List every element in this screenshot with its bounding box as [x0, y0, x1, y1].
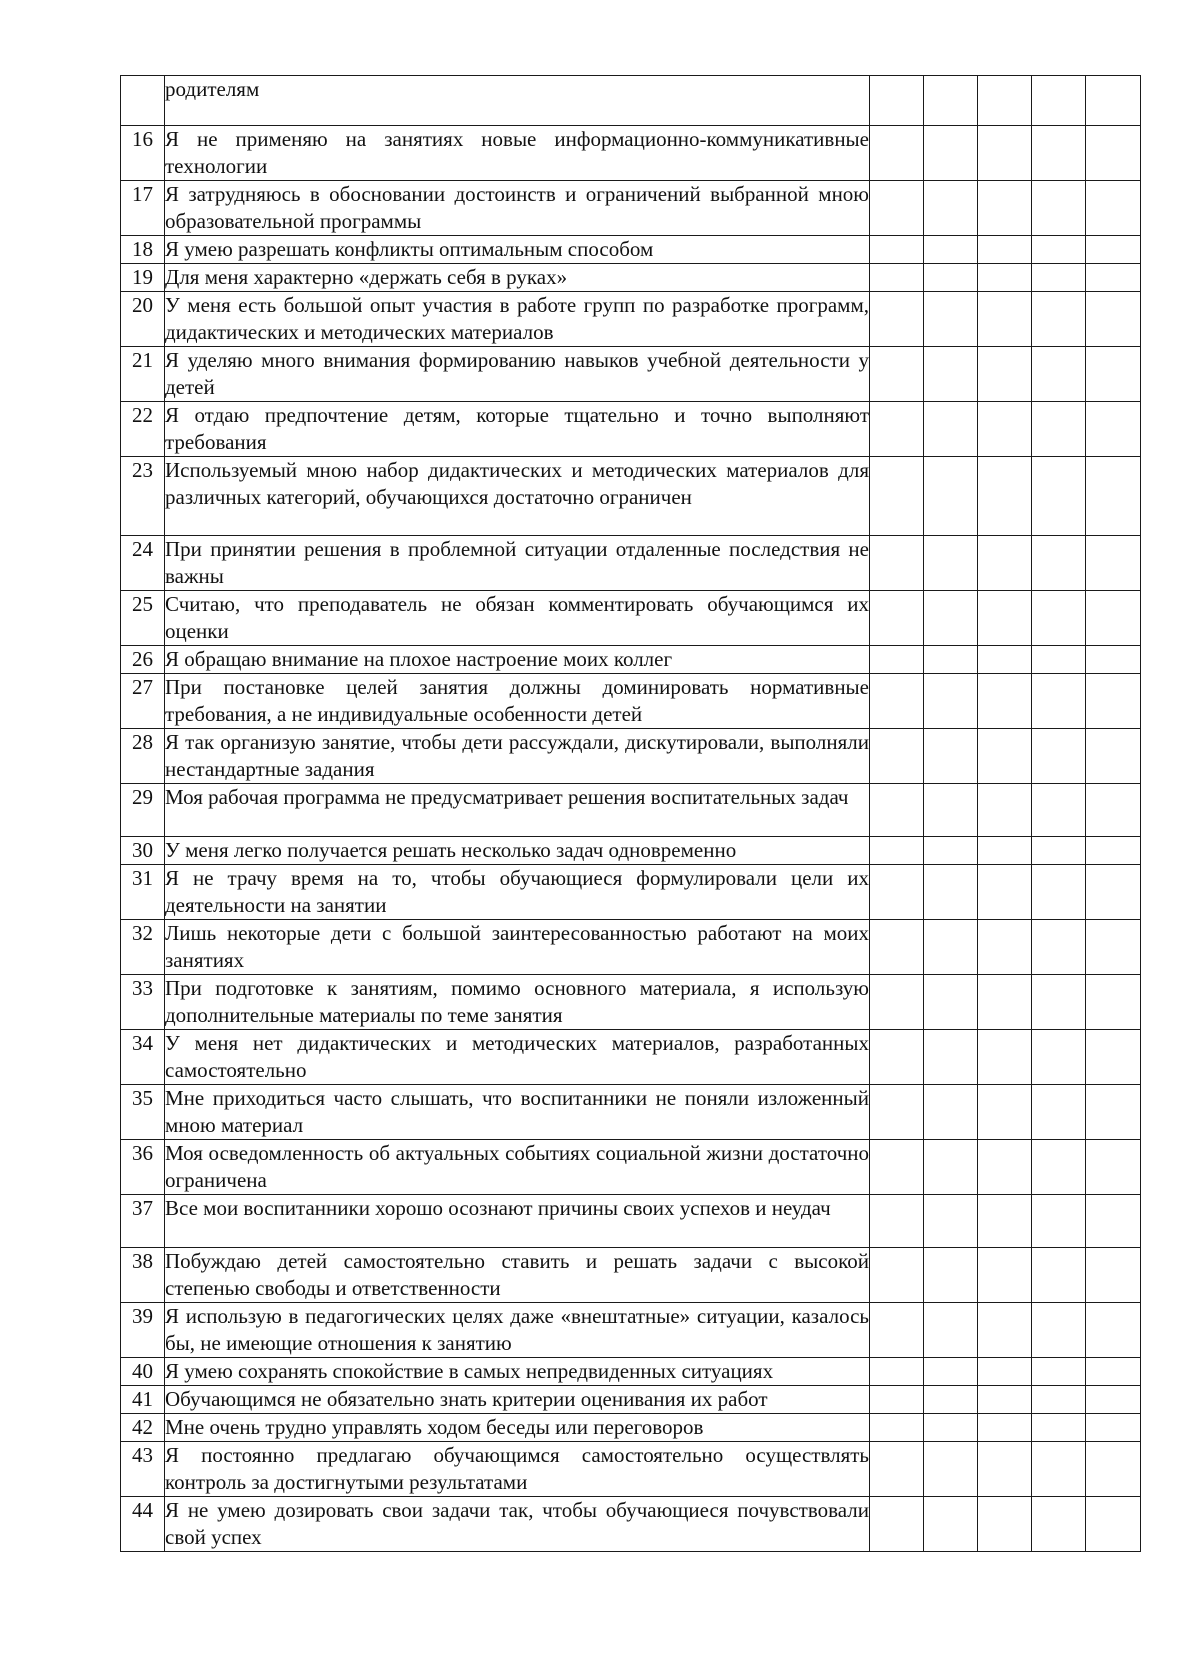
answer-cell-3[interactable] — [978, 784, 1032, 837]
statement-text: Мне приходиться часто слышать, что воспитанники не поняли изложенный мною материал — [165, 1086, 869, 1137]
statement-text: У меня легко получается решать несколько задач одновременно — [165, 838, 737, 862]
answer-cell-4[interactable] — [1032, 591, 1086, 646]
answer-cell-1[interactable] — [870, 1030, 924, 1085]
answer-cell-5[interactable] — [1086, 1358, 1141, 1386]
answer-cell-4[interactable] — [1032, 1195, 1086, 1248]
statement-text: Побуждаю детей самостоятельно ставить и решать задачи с высокой степенью свободы и ответственности — [165, 1249, 869, 1300]
statement-text: Я умею разрешать конфликты оптимальным способом — [165, 237, 654, 261]
answer-cell-3[interactable] — [978, 264, 1032, 292]
table-row — [121, 729, 1141, 784]
answer-cell-4[interactable] — [1032, 646, 1086, 674]
statement-cell — [165, 292, 870, 347]
statement-cell — [165, 536, 870, 591]
table-row — [121, 1414, 1141, 1442]
answer-cell-3[interactable] — [978, 536, 1032, 591]
answer-cell-4[interactable] — [1032, 837, 1086, 865]
statement-text: Я так организую занятие, чтобы дети рассуждали, дискутировали, выполняли нестандартные задания — [165, 730, 869, 781]
item-number: 39 — [121, 1303, 165, 1358]
statement-text: Я не применяю на занятиях новые информационно-коммуникативные технологии — [165, 127, 869, 178]
answer-cell-2[interactable] — [924, 536, 978, 591]
answer-cell-1[interactable] — [870, 1140, 924, 1195]
answer-cell-2[interactable] — [924, 76, 978, 126]
table-row — [121, 1140, 1141, 1195]
statement-text: Лишь некоторые дети с большой заинтересованностью работают на моих занятиях — [165, 921, 869, 972]
answer-cell-5[interactable] — [1086, 536, 1141, 591]
answer-cell-5[interactable] — [1086, 784, 1141, 837]
item-number: 32 — [121, 920, 165, 975]
answer-cell-4[interactable] — [1032, 975, 1086, 1030]
answer-cell-5[interactable] — [1086, 126, 1141, 181]
answer-cell-4[interactable] — [1032, 865, 1086, 920]
answer-cell-3[interactable] — [978, 1030, 1032, 1085]
answer-cell-3[interactable] — [978, 181, 1032, 236]
answer-cell-3[interactable] — [978, 292, 1032, 347]
answer-cell-2[interactable] — [924, 674, 978, 729]
answer-cell-4[interactable] — [1032, 1414, 1086, 1442]
item-number: 34 — [121, 1030, 165, 1085]
answer-cell-4[interactable] — [1032, 784, 1086, 837]
answer-cell-5[interactable] — [1086, 76, 1141, 126]
statement-cell — [165, 1386, 870, 1414]
answer-cell-5[interactable] — [1086, 1248, 1141, 1303]
item-number: 22 — [121, 402, 165, 457]
statement-text: Мне очень трудно управлять ходом беседы или переговоров — [165, 1415, 704, 1439]
table-row — [121, 1497, 1141, 1552]
answer-cell-2[interactable] — [924, 1085, 978, 1140]
answer-cell-1[interactable] — [870, 126, 924, 181]
answer-cell-4[interactable] — [1032, 729, 1086, 784]
answer-cell-5[interactable] — [1086, 837, 1141, 865]
answer-cell-2[interactable] — [924, 975, 978, 1030]
table-row — [121, 837, 1141, 865]
table-row — [121, 920, 1141, 975]
questionnaire-table — [120, 75, 1141, 1552]
statement-cell — [165, 1195, 870, 1248]
answer-cell-2[interactable] — [924, 729, 978, 784]
table-row — [121, 402, 1141, 457]
statement-cell — [165, 1030, 870, 1085]
answer-cell-4[interactable] — [1032, 264, 1086, 292]
table-row — [121, 1358, 1141, 1386]
answer-cell-2[interactable] — [924, 1497, 978, 1552]
statement-text: Я не умею дозировать свои задачи так, чтобы обучающиеся почувствовали свой успех — [165, 1498, 869, 1549]
answer-cell-3[interactable] — [978, 837, 1032, 865]
answer-cell-5[interactable] — [1086, 1414, 1141, 1442]
answer-cell-1[interactable] — [870, 536, 924, 591]
answer-cell-3[interactable] — [978, 1303, 1032, 1358]
answer-cell-1[interactable] — [870, 292, 924, 347]
statement-cell — [165, 347, 870, 402]
answer-cell-3[interactable] — [978, 975, 1032, 1030]
table-row — [121, 264, 1141, 292]
answer-cell-1[interactable] — [870, 591, 924, 646]
answer-cell-2[interactable] — [924, 1248, 978, 1303]
item-number: 37 — [121, 1195, 165, 1248]
answer-cell-4[interactable] — [1032, 76, 1086, 126]
answer-cell-1[interactable] — [870, 646, 924, 674]
statement-text: Я обращаю внимание на плохое настроение моих коллег — [165, 647, 673, 671]
table-row — [121, 1442, 1141, 1497]
answer-cell-1[interactable] — [870, 1248, 924, 1303]
statement-cell — [165, 674, 870, 729]
item-number — [121, 76, 165, 126]
answer-cell-2[interactable] — [924, 457, 978, 536]
table-row — [121, 975, 1141, 1030]
answer-cell-5[interactable] — [1086, 1030, 1141, 1085]
item-number: 38 — [121, 1248, 165, 1303]
answer-cell-2[interactable] — [924, 920, 978, 975]
answer-cell-5[interactable] — [1086, 402, 1141, 457]
answer-cell-3[interactable] — [978, 402, 1032, 457]
statement-text: Я затрудняюсь в обосновании достоинств и ограничений выбранной мною образовательной программы — [165, 182, 869, 233]
answer-cell-5[interactable] — [1086, 1085, 1141, 1140]
item-number: 26 — [121, 646, 165, 674]
answer-cell-3[interactable] — [978, 1497, 1032, 1552]
answer-cell-3[interactable] — [978, 1085, 1032, 1140]
table-row — [121, 181, 1141, 236]
statement-cell — [165, 1358, 870, 1386]
answer-cell-3[interactable] — [978, 347, 1032, 402]
answer-cell-5[interactable] — [1086, 1140, 1141, 1195]
item-number: 23 — [121, 457, 165, 536]
answer-cell-3[interactable] — [978, 1140, 1032, 1195]
answer-cell-5[interactable] — [1086, 591, 1141, 646]
table-row — [121, 347, 1141, 402]
answer-cell-4[interactable] — [1032, 674, 1086, 729]
answer-cell-5[interactable] — [1086, 236, 1141, 264]
statement-cell — [165, 920, 870, 975]
answer-cell-3[interactable] — [978, 1248, 1032, 1303]
answer-cell-2[interactable] — [924, 292, 978, 347]
statement-cell — [165, 402, 870, 457]
answer-cell-4[interactable] — [1032, 1030, 1086, 1085]
answer-cell-4[interactable] — [1032, 181, 1086, 236]
table-row — [121, 1248, 1141, 1303]
answer-cell-2[interactable] — [924, 264, 978, 292]
answer-cell-5[interactable] — [1086, 181, 1141, 236]
statement-cell — [165, 865, 870, 920]
answer-cell-2[interactable] — [924, 1442, 978, 1497]
statement-text: Все мои воспитанники хорошо осознают причины своих успехов и неудач — [165, 1196, 831, 1220]
answer-cell-2[interactable] — [924, 837, 978, 865]
answer-cell-4[interactable] — [1032, 1303, 1086, 1358]
answer-cell-4[interactable] — [1032, 402, 1086, 457]
answer-cell-2[interactable] — [924, 1414, 978, 1442]
answer-cell-3[interactable] — [978, 76, 1032, 126]
answer-cell-4[interactable] — [1032, 457, 1086, 536]
answer-cell-5[interactable] — [1086, 1195, 1141, 1248]
answer-cell-5[interactable] — [1086, 975, 1141, 1030]
statement-text: При принятии решения в проблемной ситуации отдаленные последствия не важны — [165, 537, 869, 588]
answer-cell-2[interactable] — [924, 784, 978, 837]
statement-text: Я использую в педагогических целях даже «внештатные» ситуации, казалось бы, не имеющие отношения к занятию — [165, 1304, 869, 1355]
answer-cell-5[interactable] — [1086, 292, 1141, 347]
statement-cell — [165, 784, 870, 837]
table-row — [121, 457, 1141, 536]
statement-text: Считаю, что преподаватель не обязан комментировать обучающимся их оценки — [165, 592, 869, 643]
answer-cell-1[interactable] — [870, 1442, 924, 1497]
statement-text: Я отдаю предпочтение детям, которые тщательно и точно выполняют требования — [165, 403, 869, 454]
answer-cell-3[interactable] — [978, 1386, 1032, 1414]
item-number: 17 — [121, 181, 165, 236]
answer-cell-1[interactable] — [870, 1497, 924, 1552]
answer-cell-2[interactable] — [924, 591, 978, 646]
answer-cell-1[interactable] — [870, 837, 924, 865]
answer-cell-2[interactable] — [924, 1386, 978, 1414]
statement-cell — [165, 1248, 870, 1303]
statement-text: Я уделяю много внимания формированию навыков учебной деятельности у детей — [165, 348, 869, 399]
table-row — [121, 591, 1141, 646]
item-number: 18 — [121, 236, 165, 264]
statement-cell — [165, 1497, 870, 1552]
answer-cell-4[interactable] — [1032, 920, 1086, 975]
answer-cell-1[interactable] — [870, 264, 924, 292]
answer-cell-3[interactable] — [978, 1195, 1032, 1248]
item-number: 30 — [121, 837, 165, 865]
answer-cell-5[interactable] — [1086, 264, 1141, 292]
answer-cell-3[interactable] — [978, 591, 1032, 646]
answer-cell-4[interactable] — [1032, 1497, 1086, 1552]
statement-cell — [165, 975, 870, 1030]
answer-cell-5[interactable] — [1086, 646, 1141, 674]
answer-cell-2[interactable] — [924, 1140, 978, 1195]
statement-cell — [165, 236, 870, 264]
item-number: 43 — [121, 1442, 165, 1497]
statement-cell — [165, 1442, 870, 1497]
answer-cell-1[interactable] — [870, 1195, 924, 1248]
answer-cell-2[interactable] — [924, 126, 978, 181]
item-number: 24 — [121, 536, 165, 591]
statement-text: Я не трачу время на то, чтобы обучающиеся формулировали цели их деятельности на занятии — [165, 866, 869, 917]
answer-cell-4[interactable] — [1032, 236, 1086, 264]
answer-cell-4[interactable] — [1032, 126, 1086, 181]
item-number: 28 — [121, 729, 165, 784]
answer-cell-1[interactable] — [870, 402, 924, 457]
item-number: 29 — [121, 784, 165, 837]
answer-cell-3[interactable] — [978, 920, 1032, 975]
item-number: 40 — [121, 1358, 165, 1386]
statement-text: родителям — [165, 77, 260, 101]
answer-cell-5[interactable] — [1086, 1497, 1141, 1552]
statement-cell — [165, 591, 870, 646]
item-number: 25 — [121, 591, 165, 646]
answer-cell-3[interactable] — [978, 1442, 1032, 1497]
answer-cell-3[interactable] — [978, 236, 1032, 264]
answer-cell-2[interactable] — [924, 347, 978, 402]
answer-cell-1[interactable] — [870, 674, 924, 729]
item-number: 21 — [121, 347, 165, 402]
statement-text: При подготовке к занятиям, помимо основного материала, я использую дополнительные материалы по теме занятия — [165, 976, 869, 1027]
answer-cell-1[interactable] — [870, 1358, 924, 1386]
answer-cell-1[interactable] — [870, 975, 924, 1030]
answer-cell-1[interactable] — [870, 236, 924, 264]
answer-cell-2[interactable] — [924, 646, 978, 674]
table-row — [121, 1303, 1141, 1358]
questionnaire-page — [120, 75, 1140, 1552]
answer-cell-1[interactable] — [870, 1386, 924, 1414]
table-row — [121, 236, 1141, 264]
item-number: 33 — [121, 975, 165, 1030]
statement-text: Моя осведомленность об актуальных событиях социальной жизни достаточно ограничена — [165, 1141, 869, 1192]
answer-cell-4[interactable] — [1032, 1085, 1086, 1140]
answer-cell-3[interactable] — [978, 457, 1032, 536]
statement-cell — [165, 126, 870, 181]
item-number: 42 — [121, 1414, 165, 1442]
statement-cell — [165, 1140, 870, 1195]
answer-cell-1[interactable] — [870, 865, 924, 920]
answer-cell-3[interactable] — [978, 1358, 1032, 1386]
answer-cell-3[interactable] — [978, 646, 1032, 674]
item-number: 27 — [121, 674, 165, 729]
answer-cell-2[interactable] — [924, 1030, 978, 1085]
statement-cell — [165, 646, 870, 674]
table-row — [121, 1030, 1141, 1085]
answer-cell-2[interactable] — [924, 181, 978, 236]
statement-text: У меня есть большой опыт участия в работе групп по разработке программ, дидактических и методических материалов — [165, 293, 869, 344]
statement-text: Я постоянно предлагаю обучающимся самостоятельно осуществлять контроль за достигнутыми результатами — [165, 1443, 869, 1494]
answer-cell-4[interactable] — [1032, 347, 1086, 402]
statement-cell — [165, 264, 870, 292]
statement-text: У меня нет дидактических и методических материалов, разработанных самостоятельно — [165, 1031, 869, 1082]
answer-cell-4[interactable] — [1032, 1386, 1086, 1414]
answer-cell-5[interactable] — [1086, 1442, 1141, 1497]
statement-text: Я умею сохранять спокойствие в самых непредвиденных ситуациях — [165, 1359, 774, 1383]
statement-cell — [165, 76, 870, 126]
item-number: 35 — [121, 1085, 165, 1140]
answer-cell-5[interactable] — [1086, 347, 1141, 402]
answer-cell-4[interactable] — [1032, 1140, 1086, 1195]
answer-cell-1[interactable] — [870, 181, 924, 236]
answer-cell-1[interactable] — [870, 729, 924, 784]
answer-cell-2[interactable] — [924, 402, 978, 457]
table-row — [121, 865, 1141, 920]
answer-cell-4[interactable] — [1032, 1248, 1086, 1303]
table-row — [121, 126, 1141, 181]
answer-cell-4[interactable] — [1032, 292, 1086, 347]
table-row — [121, 1085, 1141, 1140]
answer-cell-2[interactable] — [924, 865, 978, 920]
statement-text: Обучающимся не обязательно знать критерии оценивания их работ — [165, 1387, 768, 1411]
answer-cell-3[interactable] — [978, 729, 1032, 784]
statement-cell — [165, 729, 870, 784]
answer-cell-5[interactable] — [1086, 729, 1141, 784]
table-row — [121, 536, 1141, 591]
answer-cell-4[interactable] — [1032, 536, 1086, 591]
item-number: 31 — [121, 865, 165, 920]
answer-cell-2[interactable] — [924, 1195, 978, 1248]
table-row — [121, 674, 1141, 729]
answer-cell-5[interactable] — [1086, 457, 1141, 536]
statement-text: Используемый мною набор дидактических и методических материалов для различных категорий, обучающихся достаточно ограничен — [165, 458, 869, 509]
answer-cell-2[interactable] — [924, 1303, 978, 1358]
answer-cell-1[interactable] — [870, 347, 924, 402]
answer-cell-1[interactable] — [870, 1414, 924, 1442]
answer-cell-2[interactable] — [924, 1358, 978, 1386]
statement-text: Моя рабочая программа не предусматривает решения воспитательных задач — [165, 785, 849, 809]
answer-cell-3[interactable] — [978, 126, 1032, 181]
item-number: 41 — [121, 1386, 165, 1414]
table-row — [121, 76, 1141, 126]
statement-cell — [165, 1303, 870, 1358]
table-row — [121, 1195, 1141, 1248]
answer-cell-3[interactable] — [978, 674, 1032, 729]
answer-cell-4[interactable] — [1032, 1358, 1086, 1386]
answer-cell-3[interactable] — [978, 865, 1032, 920]
item-number: 19 — [121, 264, 165, 292]
statement-cell — [165, 1085, 870, 1140]
statement-cell — [165, 457, 870, 536]
answer-cell-1[interactable] — [870, 1303, 924, 1358]
table-row — [121, 784, 1141, 837]
answer-cell-5[interactable] — [1086, 1303, 1141, 1358]
statement-text: При постановке целей занятия должны доминировать нормативные требования, а не индивидуальные особенности детей — [165, 675, 869, 726]
answer-cell-3[interactable] — [978, 1414, 1032, 1442]
statement-text: Для меня характерно «держать себя в руках» — [165, 265, 568, 289]
answer-cell-1[interactable] — [870, 457, 924, 536]
table-row — [121, 1386, 1141, 1414]
answer-cell-5[interactable] — [1086, 920, 1141, 975]
answer-cell-2[interactable] — [924, 236, 978, 264]
answer-cell-5[interactable] — [1086, 865, 1141, 920]
answer-cell-4[interactable] — [1032, 1442, 1086, 1497]
item-number: 44 — [121, 1497, 165, 1552]
item-number: 36 — [121, 1140, 165, 1195]
statement-cell — [165, 1414, 870, 1442]
statement-cell — [165, 181, 870, 236]
answer-cell-1[interactable] — [870, 784, 924, 837]
answer-cell-1[interactable] — [870, 920, 924, 975]
answer-cell-5[interactable] — [1086, 1386, 1141, 1414]
statement-cell — [165, 837, 870, 865]
table-row — [121, 292, 1141, 347]
item-number: 16 — [121, 126, 165, 181]
questionnaire-rows — [121, 76, 1141, 1552]
table-row — [121, 646, 1141, 674]
answer-cell-5[interactable] — [1086, 674, 1141, 729]
answer-cell-1[interactable] — [870, 76, 924, 126]
item-number: 20 — [121, 292, 165, 347]
answer-cell-1[interactable] — [870, 1085, 924, 1140]
